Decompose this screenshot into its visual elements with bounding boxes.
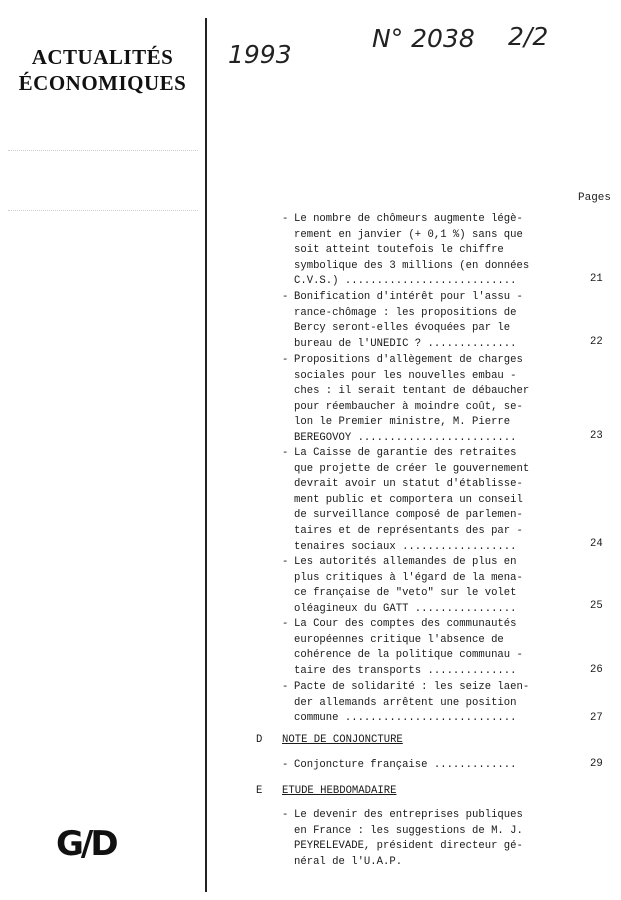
entry-line: taires et de représentants des par -: [294, 524, 523, 537]
entry-text: [294, 446, 556, 555]
entry-line: que projette de créer le gouvernement: [294, 462, 530, 475]
entry-line: Pacte de solidarité : les seize laen-: [294, 681, 530, 693]
entry-line: bureau de l'UNEDIC ? ..............: [294, 337, 517, 350]
entry-line: devrait avoir un statut d'établisse-: [294, 478, 523, 491]
entry-dash: -: [282, 681, 289, 693]
section-heading: [0, 785, 621, 801]
entry-line: rement en janvier (+ 0,1 %) sans que: [294, 228, 523, 241]
entry-dash: -: [282, 291, 289, 303]
handwritten-year: 1993: [228, 40, 292, 69]
entry-line: ment public et comportera un conseil: [294, 493, 523, 506]
page-number: 29: [590, 758, 603, 770]
entry-line: sociales pour les nouvelles embau -: [294, 369, 517, 382]
entry-line: lon le Premier ministre, M. Pierre: [294, 416, 511, 429]
entry-text: [294, 808, 556, 870]
section-letter: E: [256, 785, 263, 797]
entry-text: [294, 617, 556, 679]
page-number: 25: [590, 600, 603, 612]
section-title: NOTE DE CONJONCTURE: [282, 734, 403, 746]
entry-text: [294, 758, 556, 774]
entry-dash: -: [282, 618, 289, 630]
entry-line: Bonification d'intérêt pour l'assu -: [294, 291, 523, 303]
page-number: 21: [590, 273, 603, 285]
entry-dash: -: [282, 759, 289, 771]
entry-line: ches : il serait tentant de débaucher: [294, 385, 530, 398]
entry-line: der allemands arrêtent une position: [294, 696, 517, 709]
entry-line: néral de l'U.A.P.: [294, 855, 403, 868]
entry-line: La Caisse de garantie des retraites: [294, 447, 517, 459]
entry-text: [294, 290, 556, 352]
page-number: 26: [590, 664, 603, 676]
section-heading: [0, 734, 621, 750]
vertical-divider: [205, 18, 207, 892]
gd-logo: G/D: [56, 824, 116, 864]
section-title: ETUDE HEBDOMADAIRE: [282, 785, 397, 797]
entry-line: rance-chômage : les propositions de: [294, 306, 517, 319]
entry-line: pour réembaucher à moindre coût, se-: [294, 400, 523, 413]
entry-line: taire des transports ..............: [294, 664, 517, 677]
entry-line: Propositions d'allègement de charges: [294, 354, 523, 366]
masthead-line-2: ÉCONOMIQUES: [18, 71, 187, 95]
entry-dash: -: [282, 447, 289, 459]
page-number: 24: [590, 538, 603, 550]
entry-line: commune ...........................: [294, 712, 517, 725]
entry-line: européennes critique l'absence de: [294, 633, 504, 646]
entry-line: Conjoncture française .............: [294, 759, 517, 771]
page-number: 23: [590, 430, 603, 442]
page-number: 22: [590, 336, 603, 348]
entry-line: soit atteint toutefois le chiffre: [294, 244, 504, 257]
faint-rule: [8, 150, 198, 152]
entry-dash: -: [282, 213, 289, 225]
section-letter: D: [256, 734, 263, 746]
handwritten-page: 2/2: [508, 22, 549, 51]
entry-line: BEREGOVOY .........................: [294, 431, 517, 444]
entry-line: tenaires sociaux ..................: [294, 540, 517, 553]
entry-line: Bercy seront-elles évoquées par le: [294, 322, 511, 335]
entry-text: [294, 212, 556, 290]
handwritten-number: N° 2038: [372, 24, 475, 53]
masthead: [0, 44, 205, 96]
masthead-line-1: ACTUALITÉS: [31, 45, 174, 69]
faint-rule: [8, 210, 198, 212]
pages-column-header: Pages: [578, 192, 612, 204]
entry-line: C.V.S.) ...........................: [294, 275, 517, 288]
entry-line: Le devenir des entreprises publiques: [294, 809, 523, 821]
entry-dash: -: [282, 809, 289, 821]
entry-text: [294, 680, 556, 727]
entry-line: oléagineux du GATT ................: [294, 602, 517, 615]
entry-line: en France : les suggestions de M. J.: [294, 824, 523, 837]
entry-line: symbolique des 3 millions (en données: [294, 259, 530, 272]
entry-line: de surveillance composé de parlemen-: [294, 509, 523, 522]
entry-line: PEYRELEVADE, président directeur gé-: [294, 840, 523, 853]
entry-text: [294, 555, 556, 617]
entry-line: ce française de "veto" sur le volet: [294, 587, 517, 600]
entry-line: La Cour des comptes des communautés: [294, 618, 517, 630]
entry-line: Les autorités allemandes de plus en: [294, 556, 517, 568]
entry-line: Le nombre de chômeurs augmente légè-: [294, 213, 523, 225]
entry-line: plus critiques à l'égard de la mena-: [294, 571, 523, 584]
entry-text: [294, 353, 556, 447]
entry-dash: -: [282, 556, 289, 568]
entry-line: cohérence de la politique communau -: [294, 649, 523, 662]
page-number: 27: [590, 712, 603, 724]
entry-dash: -: [282, 354, 289, 366]
